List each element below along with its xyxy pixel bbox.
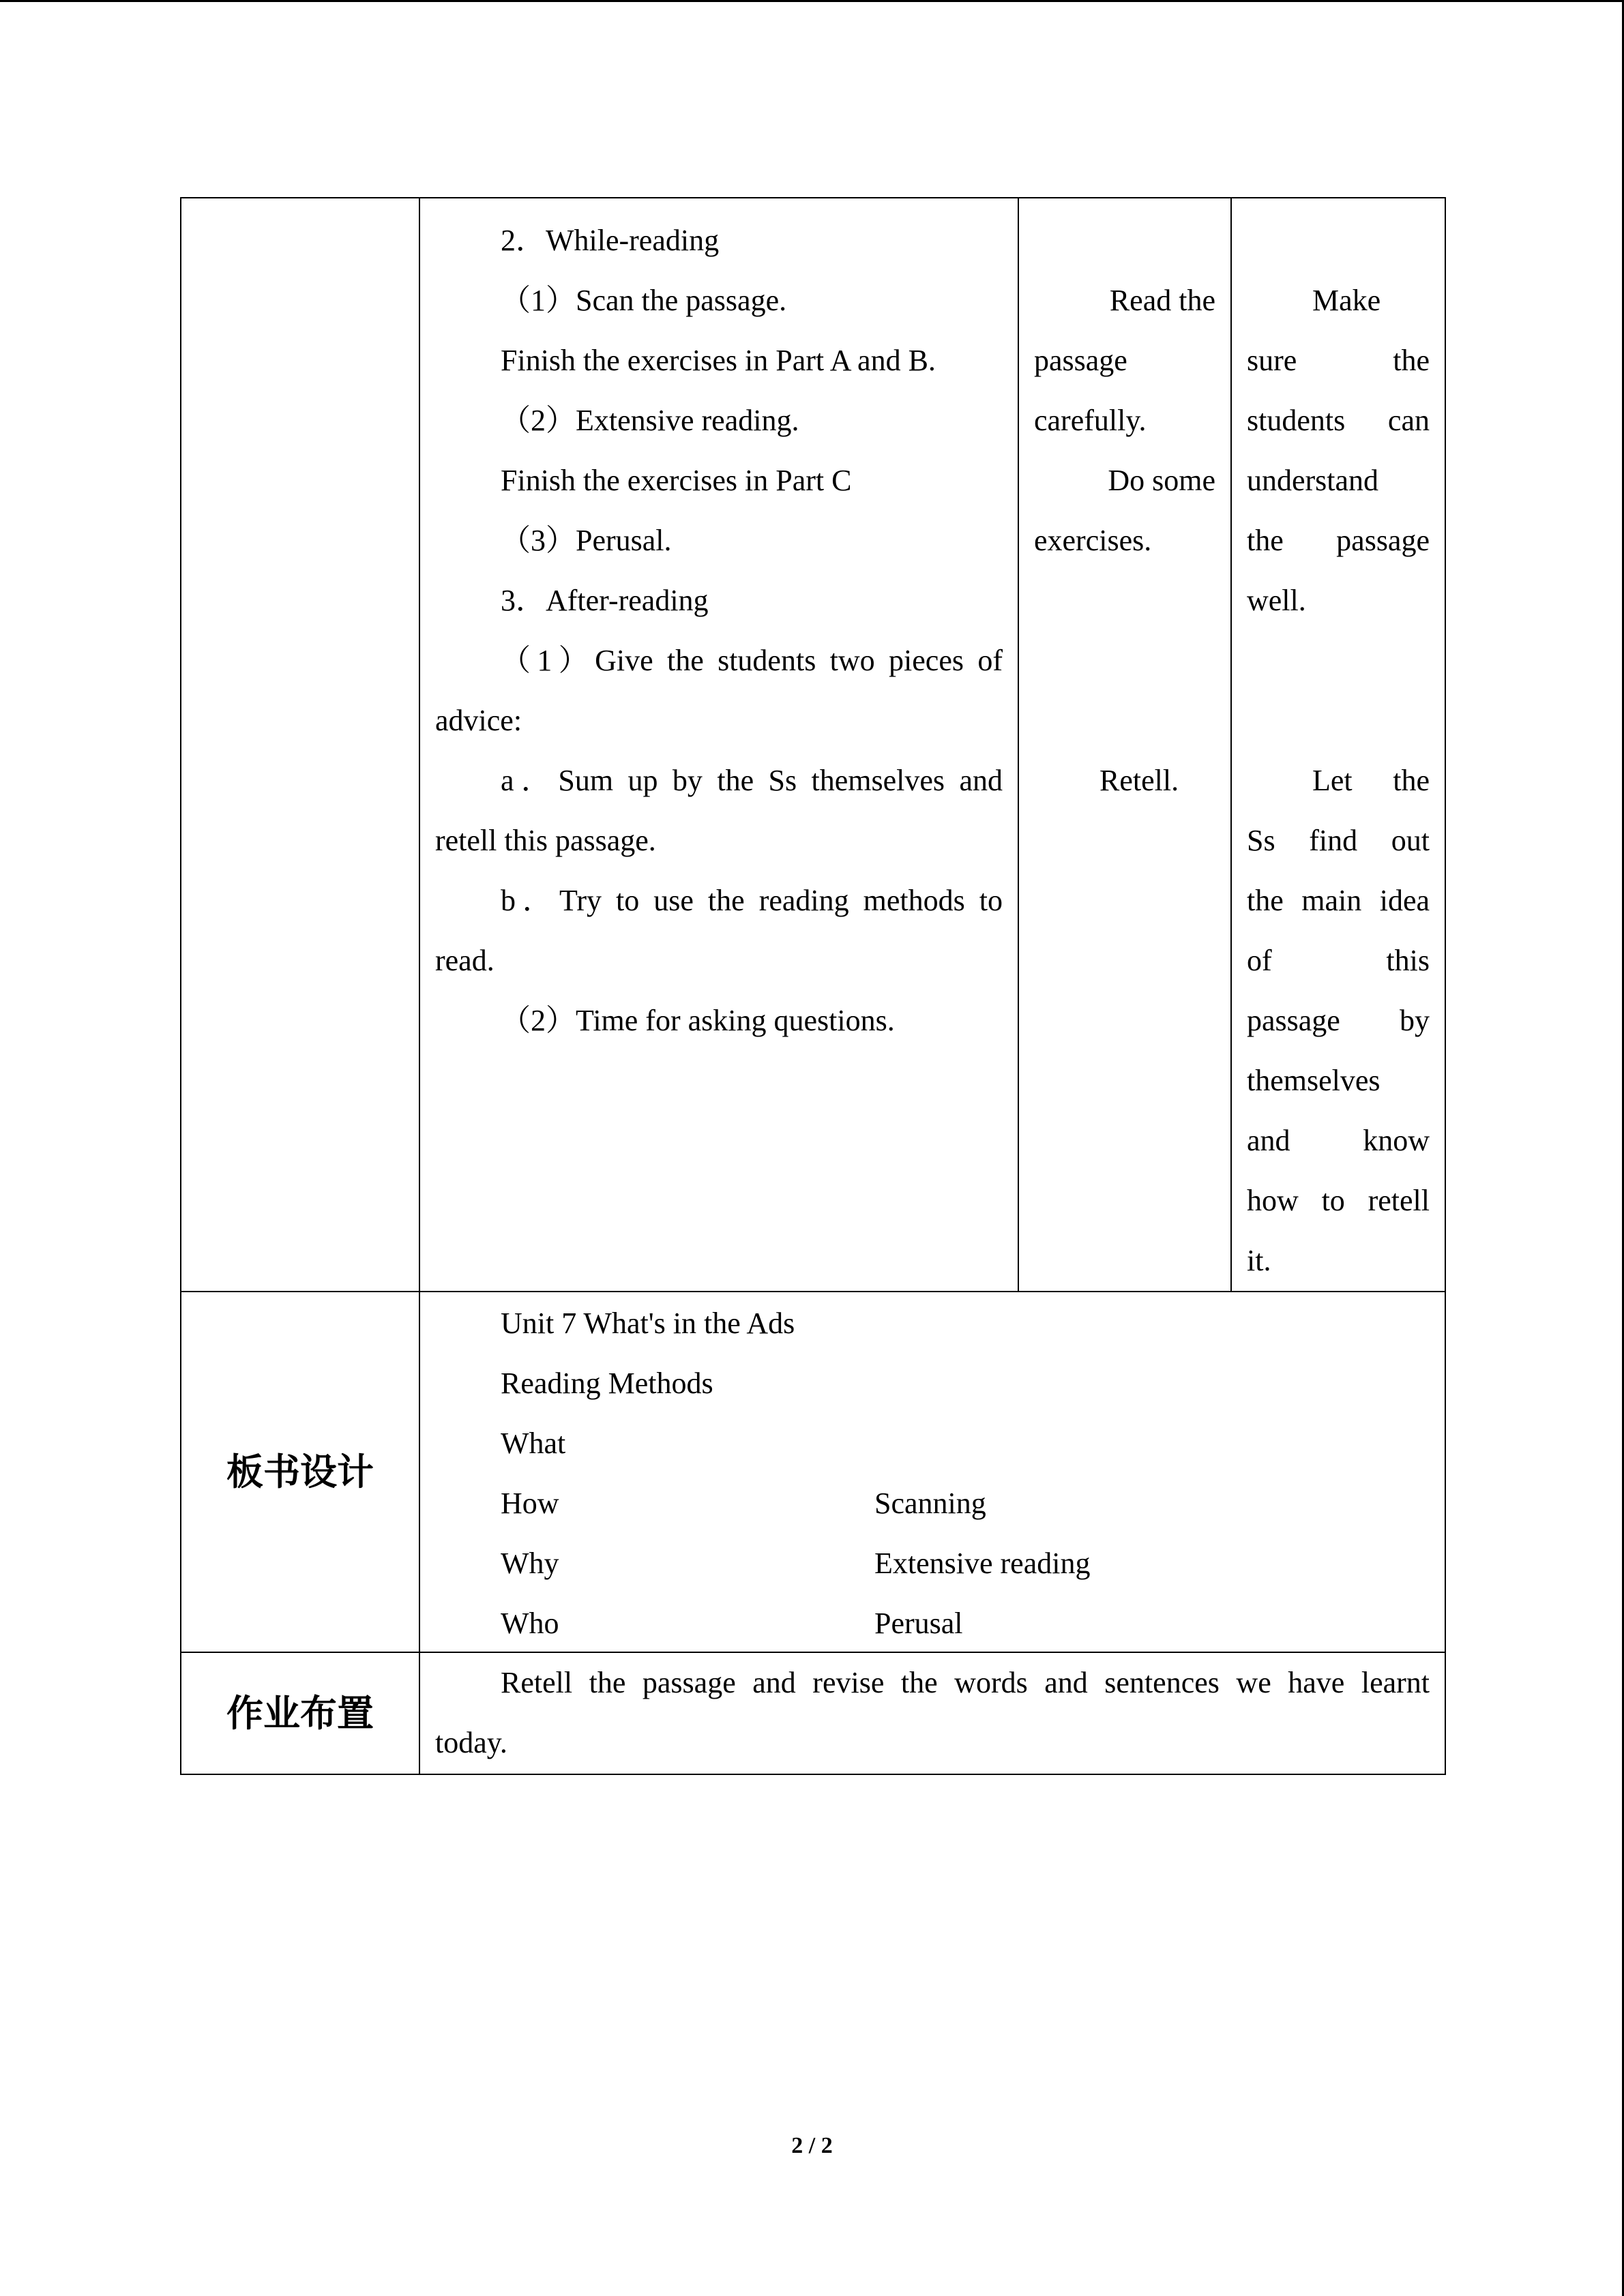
homework-line2: today. <box>435 1726 507 1759</box>
step-finish-ab: Finish the exercises in Part A and B. <box>501 344 936 377</box>
step-extensive: （2）Extensive reading. <box>501 404 799 437</box>
intent-line: understand <box>1247 464 1379 497</box>
board-design-content <box>419 1292 1445 1652</box>
step-after-reading: 3．After-reading <box>501 584 709 617</box>
intent-line: themselves <box>1247 1064 1381 1097</box>
board-who: Who <box>501 1607 559 1640</box>
intent-line: Let the <box>1312 764 1430 797</box>
board-title: Unit 7 What's in the Ads <box>501 1307 795 1340</box>
step-perusal: （3）Perusal. <box>501 524 672 557</box>
board-what: What <box>501 1427 566 1460</box>
intent-line: and know <box>1247 1124 1430 1157</box>
step-while-reading: 2．While-reading <box>501 224 720 257</box>
step-questions: （2）Time for asking questions. <box>501 1004 895 1037</box>
intent-line: the main idea <box>1247 884 1430 917</box>
intent-line: of this <box>1247 944 1430 977</box>
activity-line: exercises. <box>1034 524 1152 557</box>
intent-line: students can <box>1247 404 1430 437</box>
step-sum-line1: a．Sum up by the Ss themselves and <box>501 764 1003 797</box>
teaching-process-row <box>181 198 1445 1292</box>
board-why: Why <box>501 1547 559 1580</box>
intent-line: how to retell <box>1247 1184 1430 1217</box>
intent-line: sure the <box>1247 344 1430 377</box>
board-design-label: 板书设计 <box>181 1292 419 1652</box>
step-finish-c: Finish the exercises in Part C <box>501 464 852 497</box>
board-scanning: Scanning <box>874 1487 986 1520</box>
intent-line: it. <box>1247 1244 1271 1277</box>
lesson-plan-table <box>180 197 1446 1775</box>
step-advice-line2: advice: <box>435 704 522 737</box>
step-try-line1: b．Try to use the reading methods to <box>501 884 1003 917</box>
activity-line: Do some <box>1108 464 1215 497</box>
board-perusal: Perusal <box>874 1607 963 1640</box>
board-design-row <box>181 1292 1445 1652</box>
page-number: 2 / 2 <box>791 2133 833 2158</box>
student-activity-cell <box>1018 198 1231 1292</box>
intent-line: well. <box>1247 584 1306 617</box>
homework-row <box>181 1652 1445 1774</box>
board-extensive: Extensive reading <box>874 1547 1091 1580</box>
homework-label: 作业布置 <box>181 1652 419 1774</box>
board-how: How <box>501 1487 559 1520</box>
intent-line: passage by <box>1247 1004 1430 1037</box>
step-sum-line2: retell this passage. <box>435 824 656 857</box>
activity-line: passage <box>1034 344 1127 377</box>
intent-line: the passage <box>1247 524 1430 557</box>
empty-label-cell <box>181 198 419 1292</box>
homework-content <box>419 1652 1445 1774</box>
step-scan: （1）Scan the passage. <box>501 284 787 317</box>
intent-line: Ss find out <box>1247 824 1430 857</box>
board-subtitle: Reading Methods <box>501 1367 713 1400</box>
step-try-line2: read. <box>435 944 494 977</box>
activity-line: carefully. <box>1034 404 1147 437</box>
teaching-steps-cell <box>419 198 1018 1292</box>
step-advice-line1: （1）Give the students two pieces of <box>501 644 1003 677</box>
activity-line: Retell. <box>1099 764 1179 797</box>
design-intent-cell <box>1231 198 1445 1292</box>
homework-line1: Retell the passage and revise the words and sentences we have learnt <box>501 1666 1430 1699</box>
page-top-border <box>0 0 1624 2</box>
intent-line: Make <box>1312 284 1381 317</box>
activity-line: Read the <box>1109 284 1215 317</box>
